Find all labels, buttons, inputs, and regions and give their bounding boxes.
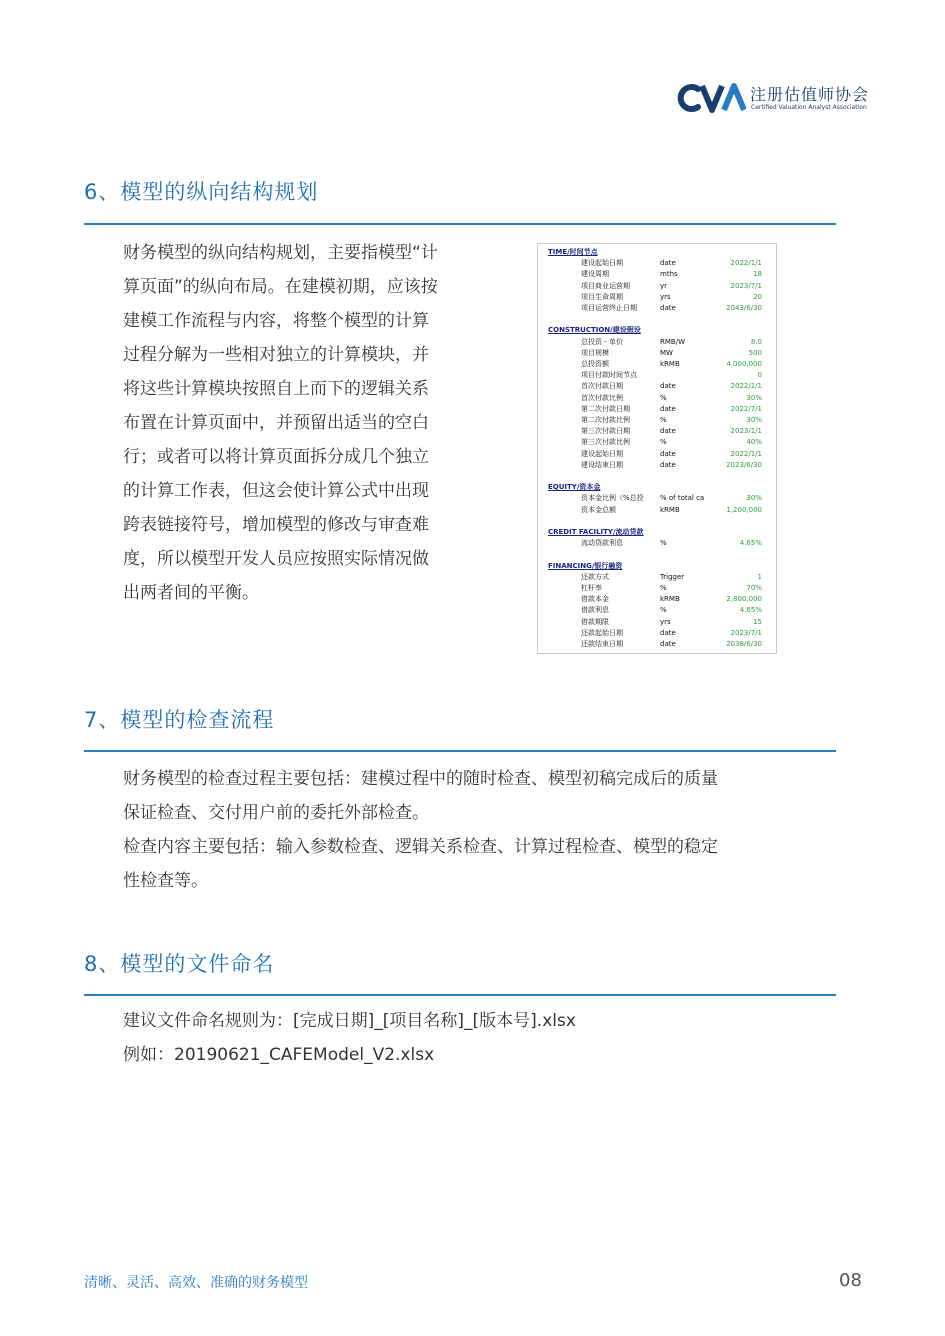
sheet-row xyxy=(538,426,776,437)
sheet-cell-unit: date xyxy=(660,404,676,413)
paragraph-line: 保证检查、交付用户前的委托外部检查。 xyxy=(123,803,429,823)
cva-logo-mark xyxy=(676,82,746,114)
sheet-cell-unit: date xyxy=(660,382,676,391)
sheet-cell-value: 20 xyxy=(753,292,762,301)
sheet-cell-label: 借款利息 xyxy=(581,606,609,615)
sheet-cell-unit: kRMB xyxy=(660,360,680,368)
section-6-title: 6、模型的纵向结构规划 xyxy=(84,180,319,204)
sheet-cell-value: 4.65% xyxy=(739,606,762,615)
sheet-cell-label: 建设周期 xyxy=(581,270,609,279)
sheet-cell-unit: % xyxy=(660,584,667,592)
sheet-cell-value: 40% xyxy=(746,438,762,447)
sheet-row xyxy=(538,538,776,549)
sheet-section-header xyxy=(538,561,776,572)
paragraph-line: 建模工作流程与内容，将整个模型的计算 xyxy=(123,311,429,331)
paragraph-line: 布置在计算页面中，并预留出适当的空白 xyxy=(123,413,429,433)
sheet-cell-label: 项目生命周期 xyxy=(581,292,623,301)
sheet-header-label: CREDIT FACILITY/流动贷款 xyxy=(548,528,644,536)
sheet-row xyxy=(538,258,776,269)
sheet-cell-value: 2,800,000 xyxy=(726,595,762,604)
sheet-cell-value: 2022/1/1 xyxy=(730,382,762,391)
sheet-cell-value: 500 xyxy=(748,348,762,357)
sheet-row xyxy=(538,516,776,527)
sheet-header-label: TIME/时间节点 xyxy=(548,248,598,256)
sheet-section-header xyxy=(538,527,776,538)
sheet-header-label: FINANCING/银行融资 xyxy=(548,561,623,570)
paragraph-line: 出两者间的平衡。 xyxy=(123,583,259,603)
paragraph-line: 度，所以模型开发人员应按照实际情况做 xyxy=(123,549,429,569)
paragraph-line: 行；或者可以将计算页面拆分成几个独立 xyxy=(123,447,429,467)
paragraph-line: 财务模型的纵向结构规划，主要指模型“计 xyxy=(123,243,438,263)
paragraph-line: 财务模型的检查过程主要包括：建模过程中的随时检查、模型初稿完成后的质量 xyxy=(123,769,718,789)
sheet-cell-unit: % xyxy=(660,438,667,447)
sheet-row xyxy=(538,460,776,471)
sheet-cell-value: 0 xyxy=(757,371,762,380)
sheet-cell-label: 流动贷款利息 xyxy=(581,539,623,548)
paragraph-line: 跨表链接符号，增加模型的修改与审查难 xyxy=(123,515,429,535)
sheet-cell-value: 30% xyxy=(746,494,762,503)
section-7-title: 7、模型的检查流程 xyxy=(84,708,275,732)
sheet-cell-value: 30% xyxy=(746,393,762,402)
section-8-title: 8、模型的文件命名 xyxy=(84,952,275,976)
sheet-cell-unit: date xyxy=(660,427,676,436)
paragraph-line: 性检查等。 xyxy=(123,871,208,891)
sheet-cell-label: 项目商业运营期 xyxy=(581,281,630,290)
sheet-header-label: CONSTRUCTION/建设假设 xyxy=(548,326,641,335)
sheet-row xyxy=(538,505,776,516)
sheet-cell-unit: date xyxy=(660,640,676,648)
sheet-row xyxy=(538,303,776,314)
sheet-row xyxy=(538,639,776,650)
sheet-cell-unit: RMB/W xyxy=(660,337,685,346)
paragraph-line: 建议文件命名规则为：[完成日期]_[项目名称]_[版本号].xlsx xyxy=(123,1011,576,1031)
sheet-row xyxy=(538,471,776,482)
org-name-cn: 注册估值师协会 xyxy=(750,85,870,104)
sheet-cell-label: 建设结束日期 xyxy=(581,460,623,469)
sheet-cell-label: 建设起始日期 xyxy=(581,449,623,458)
sheet-cell-label: 项目运营终止日期 xyxy=(581,304,637,312)
sheet-cell-label: 项目付款时间节点 xyxy=(581,371,637,380)
sheet-cell-unit: % xyxy=(660,416,667,424)
sheet-cell-label: 还款起始日期 xyxy=(581,628,623,637)
sheet-cell-label: 资本金总额 xyxy=(581,505,616,514)
logo xyxy=(676,80,876,118)
paragraph-line: 例如：20190621_CAFEModel_V2.xlsx xyxy=(123,1045,435,1065)
sheet-cell-value: 2023/7/1 xyxy=(730,628,762,637)
sheet-cell-value: 2023/1/1 xyxy=(730,427,762,436)
paragraph-line: 算页面”的纵向布局。在建模初期，应该按 xyxy=(123,277,438,297)
sheet-row xyxy=(538,337,776,348)
sheet-cell-unit: date xyxy=(660,628,676,637)
sheet-cell-unit: Trigger xyxy=(660,572,685,581)
sheet-cell-value: 2043/6/30 xyxy=(726,304,762,312)
sheet-row xyxy=(538,269,776,280)
sheet-cell-label: 资本金比例（%总投 xyxy=(581,494,644,503)
sheet-row xyxy=(538,549,776,560)
model-input-sheet xyxy=(537,243,777,654)
sheet-cell-value: 2022/1/1 xyxy=(730,259,762,268)
sheet-cell-unit: yrs xyxy=(660,617,671,626)
sheet-cell-label: 第三次付款日期 xyxy=(581,427,630,436)
org-name-en: Certified Valuation Analyst Association xyxy=(751,104,867,111)
sheet-row xyxy=(538,605,776,616)
sheet-cell-unit: yr xyxy=(660,281,668,290)
sheet-row xyxy=(538,628,776,639)
paragraph-line: 过程分解为一些相对独立的计算模块，并 xyxy=(123,345,429,365)
sheet-cell-label: 借款本金 xyxy=(581,595,609,604)
sheet-cell-value: 18 xyxy=(753,270,762,279)
section-6-rule xyxy=(84,223,836,225)
sheet-cell-unit: date xyxy=(660,460,676,469)
sheet-cell-value: 1,200,000 xyxy=(726,505,762,514)
sheet-cell-value: 15 xyxy=(753,617,762,626)
sheet-row xyxy=(538,437,776,448)
paragraph-line: 将这些计算模块按照自上而下的逻辑关系 xyxy=(123,379,429,399)
sheet-cell-unit: % xyxy=(660,539,667,548)
sheet-cell-label: 第二次付款比例 xyxy=(581,416,630,424)
sheet-section-header xyxy=(538,325,776,336)
footer-slogan: 清晰、灵活、高效、准确的财务模型 xyxy=(84,1275,308,1291)
sheet-cell-unit: yrs xyxy=(660,292,671,301)
sheet-row xyxy=(538,381,776,392)
sheet-cell-label: 第二次付款日期 xyxy=(581,404,630,413)
sheet-cell-label: 总投资 - 单价 xyxy=(581,337,623,346)
sheet-cell-unit: date xyxy=(660,259,676,268)
sheet-cell-value: 70% xyxy=(746,584,762,592)
sheet-cell-value: 4.65% xyxy=(739,539,762,548)
section-8-rule xyxy=(84,994,836,996)
sheet-cell-value: 2022/7/1 xyxy=(730,404,762,413)
sheet-cell-unit: kRMB xyxy=(660,595,680,604)
sheet-section-header xyxy=(538,247,776,258)
sheet-row xyxy=(538,359,776,370)
sheet-cell-value: 1 xyxy=(757,572,762,581)
paragraph-line: 检查内容主要包括：输入参数检查、逻辑关系检查、计算过程检查、模型的稳定 xyxy=(123,837,718,857)
sheet-row xyxy=(538,314,776,325)
sheet-row xyxy=(538,370,776,381)
sheet-row xyxy=(538,572,776,583)
sheet-row xyxy=(538,449,776,460)
sheet-header-label: EQUITY/资本金 xyxy=(548,483,601,492)
sheet-cell-unit: mths xyxy=(660,270,678,279)
sheet-cell-unit: % xyxy=(660,393,667,402)
sheet-row xyxy=(538,594,776,605)
sheet-cell-label: 首次付款比例 xyxy=(581,393,623,402)
sheet-cell-value: 30% xyxy=(746,416,762,424)
sheet-row xyxy=(538,493,776,504)
sheet-row xyxy=(538,617,776,628)
sheet-row xyxy=(538,292,776,303)
sheet-cell-label: 杠杆率 xyxy=(581,584,602,592)
sheet-cell-label: 借款期限 xyxy=(581,617,609,626)
sheet-cell-unit: MW xyxy=(660,348,673,357)
sheet-cell-label: 总投资额 xyxy=(581,360,609,368)
paragraph-line: 的计算工作表，但这会使计算公式中出现 xyxy=(123,481,429,501)
sheet-cell-label: 项目规模 xyxy=(581,348,609,357)
sheet-cell-label: 第三次付款比例 xyxy=(581,438,630,447)
sheet-cell-value: 2038/6/30 xyxy=(726,640,762,648)
sheet-row xyxy=(538,348,776,359)
sheet-section-header xyxy=(538,482,776,493)
sheet-cell-unit: date xyxy=(660,304,676,312)
sheet-row xyxy=(538,415,776,426)
sheet-row xyxy=(538,404,776,415)
sheet-cell-value: 8.0 xyxy=(750,337,762,346)
sheet-cell-label: 还款结束日期 xyxy=(581,640,623,648)
sheet-cell-unit: kRMB xyxy=(660,505,680,514)
sheet-cell-value: 2023/7/1 xyxy=(730,281,762,290)
sheet-cell-value: 4,000,000 xyxy=(726,360,762,368)
sheet-cell-unit: date xyxy=(660,449,676,458)
sheet-cell-value: 2023/6/30 xyxy=(726,460,762,469)
sheet-cell-unit: % xyxy=(660,606,667,615)
sheet-row xyxy=(538,583,776,594)
sheet-cell-label: 还款方式 xyxy=(581,572,609,581)
page-number: 08 xyxy=(839,1270,862,1291)
section-7-rule xyxy=(84,750,836,752)
sheet-cell-label: 首次付款日期 xyxy=(581,382,623,391)
sheet-cell-value: 2022/1/1 xyxy=(730,449,762,458)
sheet-cell-unit: % of total ca xyxy=(660,494,705,503)
sheet-row xyxy=(538,393,776,404)
sheet-row xyxy=(538,281,776,292)
sheet-cell-label: 建设起始日期 xyxy=(581,259,623,268)
